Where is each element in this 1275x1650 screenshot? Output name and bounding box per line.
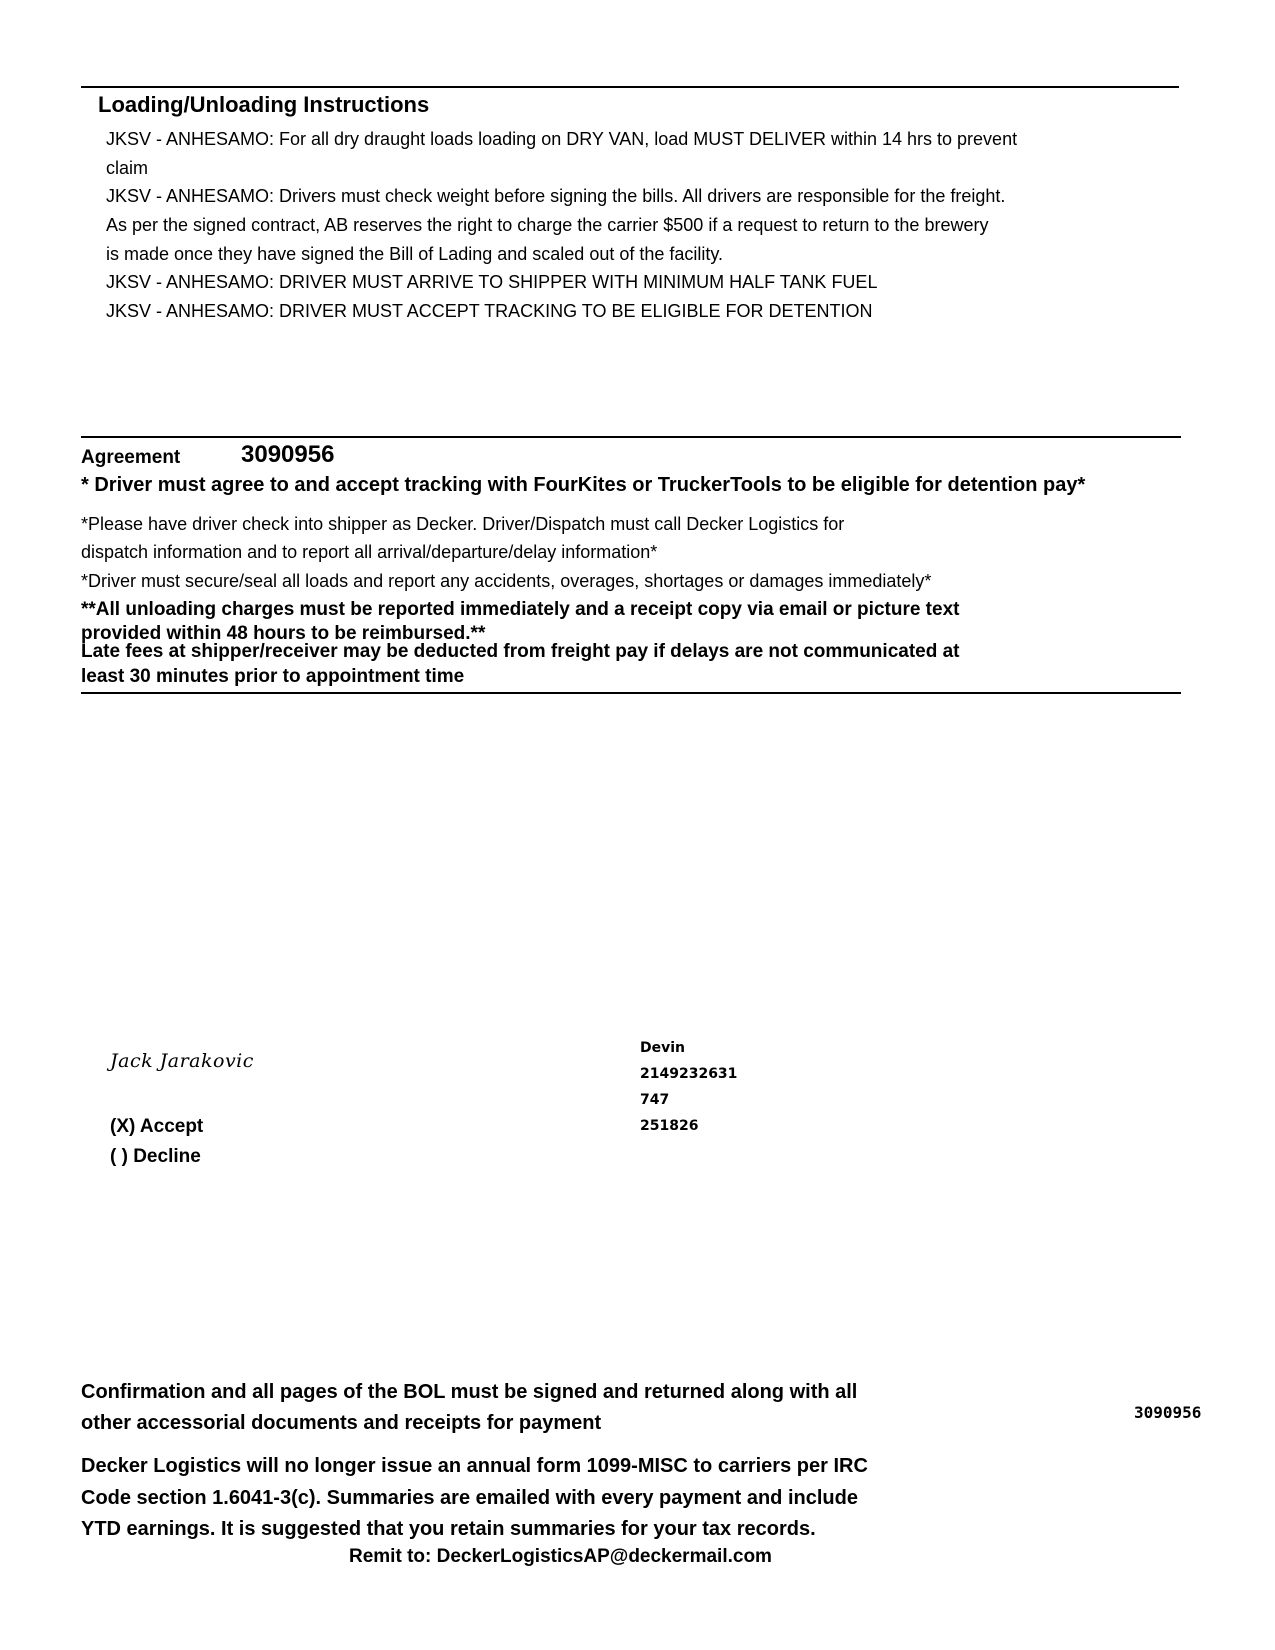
contact-id: 251826 <box>640 1118 699 1134</box>
agreement-divider-top <box>81 436 1181 438</box>
remit-to: Remit to: DeckerLogisticsAP@deckermail.com <box>349 1546 772 1567</box>
contact-name: Devin <box>640 1040 686 1056</box>
agreement-note: dispatch information and to report all arrival/departure/delay information* <box>81 542 658 562</box>
instruction-line: As per the signed contract, AB reserves the right to charge the carrier $500 if a request to return to the brewery <box>106 215 989 235</box>
instruction-line: JKSV - ANHESAMO: Drivers must check weight before signing the bills. All drivers are responsible for the freight. <box>106 186 1006 206</box>
tracking-notice: * Driver must agree to and accept tracking with FourKites or TruckerTools to be eligible for detention pay* <box>81 474 1086 496</box>
footer-agreement-number: 3090956 <box>1134 1403 1202 1422</box>
tax-notice: Code section 1.6041-3(c). Summaries are emailed with every payment and include <box>81 1487 858 1509</box>
late-fee-note: Late fees at shipper/receiver may be deducted from freight pay if delays are not communicated at <box>81 641 960 662</box>
agreement-note: *Please have driver check into shipper as Decker. Driver/Dispatch must call Decker Logistics for <box>81 514 845 534</box>
agreement-divider-bottom <box>81 692 1181 694</box>
agreement-note: *Driver must secure/seal all loads and report any accidents, overages, shortages or damages immediately* <box>81 571 932 591</box>
agreement-label: Agreement <box>81 447 181 468</box>
tax-notice: YTD earnings. It is suggested that you retain summaries for your tax records. <box>81 1518 816 1540</box>
confirmation-text: Confirmation and all pages of the BOL must be signed and returned along with all <box>81 1381 858 1403</box>
accept-option[interactable]: (X) Accept <box>110 1116 204 1137</box>
contact-phone: 2149232631 <box>640 1066 738 1082</box>
section-title-loading: Loading/Unloading Instructions <box>98 92 430 117</box>
tax-notice: Decker Logistics will no longer issue an annual form 1099-MISC to carriers per IRC <box>81 1455 868 1477</box>
instruction-line: JKSV - ANHESAMO: For all dry draught loads loading on DRY VAN, load MUST DELIVER within 14 hrs to prevent <box>106 129 1018 149</box>
decline-option[interactable]: ( ) Decline <box>110 1146 201 1167</box>
instruction-line: JKSV - ANHESAMO: DRIVER MUST ARRIVE TO SHIPPER WITH MINIMUM HALF TANK FUEL <box>106 272 878 292</box>
signature: Jack Jarakovic <box>110 1050 254 1072</box>
instruction-line: JKSV - ANHESAMO: DRIVER MUST ACCEPT TRACKING TO BE ELIGIBLE FOR DETENTION <box>106 301 873 321</box>
reimbursement-note: provided within 48 hours to be reimbursed.** <box>81 623 486 644</box>
reimbursement-note: **All unloading charges must be reported immediately and a receipt copy via email or picture text <box>81 599 960 620</box>
contact-extension: 747 <box>640 1092 670 1108</box>
agreement-number: 3090956 <box>241 441 335 468</box>
instruction-line: claim <box>106 158 149 178</box>
instruction-line: is made once they have signed the Bill of Lading and scaled out of the facility. <box>106 244 724 264</box>
top-divider <box>81 86 1179 88</box>
confirmation-text: other accessorial documents and receipts for payment <box>81 1412 602 1434</box>
late-fee-note: least 30 minutes prior to appointment time <box>81 666 465 687</box>
